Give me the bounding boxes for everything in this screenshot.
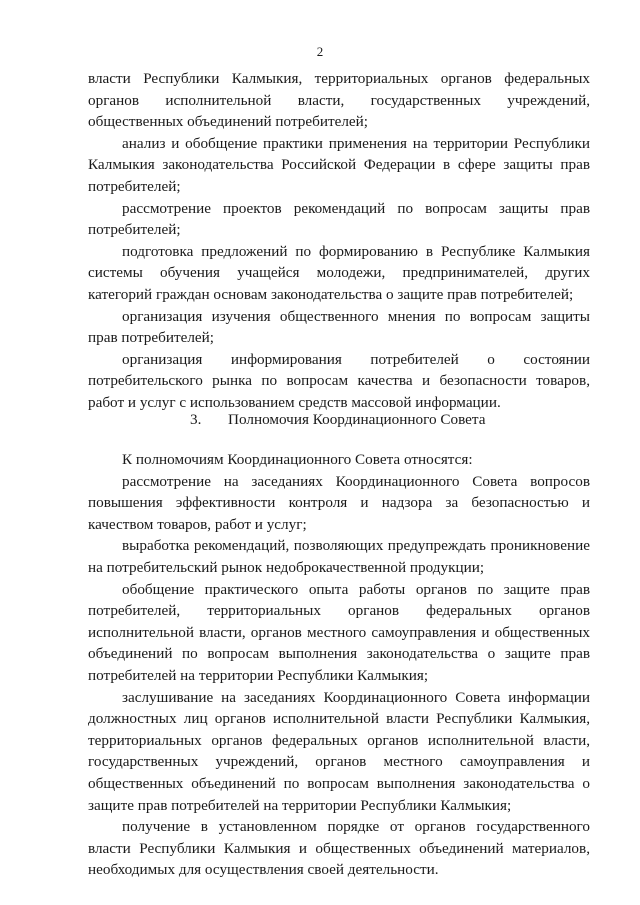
paragraph: подготовка предложений по формированию в Республике Калмыкия системы обучения учащейся молодежи, предпринимателей, других категорий граждан основам законодательства о защите прав потребителей; xyxy=(88,242,590,303)
paragraph: рассмотрение проектов рекомендаций по вопросам защиты прав потребителей; xyxy=(88,199,590,239)
paragraph: заслушивание на заседаниях Координационного Совета информации должностных лиц органов исполнительной власти Республики Калмыкия, территориальных органов федеральных органов исполнительной власти, государственных учреждений, органов местного самоуправления и общественных объединений по вопросам выполнения законодательства о защите прав потребителей на территории Республики Калмыкия; xyxy=(88,688,590,814)
top-text-block xyxy=(88,68,590,414)
paragraph: организация изучения общественного мнения по вопросам защиты прав потребителей; xyxy=(88,307,590,347)
paragraph: анализ и обобщение практики применения на территории Республики Калмыкия законодательства Российской Федерации в сфере защиты прав потребителей; xyxy=(88,134,590,195)
section-number: 3. xyxy=(190,411,202,428)
section-title: Полномочия Координационного Совета xyxy=(228,411,486,428)
paragraph: рассмотрение на заседаниях Координационного Совета вопросов повышения эффективности контроля и надзора за безопасностью и качеством товаров, работ и услуг; xyxy=(88,472,590,533)
paragraph: обобщение практического опыта работы органов по защите прав потребителей, территориальных органов федеральных органов исполнительной власти, органов местного самоуправления и общественных объединений по вопросам выполнения законодательства о защите прав потребителей на территории Республики Калмыкия; xyxy=(88,580,590,684)
paragraph: К полномочиям Координационного Совета относятся: xyxy=(122,451,473,468)
paragraph: получение в установленном порядке от органов государственного власти Республики Калмыкия и общественных объединений материалов, необходимых для осуществления своей деятельности. xyxy=(88,818,590,879)
paragraph: организация информирования потребителей о состоянии потребительского рынка по вопросам качества и безопасности товаров, работ и услуг с использованием средств массовой информации. xyxy=(88,350,590,411)
paragraph: власти Республики Калмыкия, территориальных органов федеральных органов исполнительной власти, государственных учреждений, общественных объединений потребителей; xyxy=(88,70,590,131)
bottom-text-block xyxy=(88,449,590,881)
page-number: 2 xyxy=(316,44,324,59)
paragraph: выработка рекомендаций, позволяющих предупреждать проникновение на потребительский рынок недоброкачественной продукции; xyxy=(88,537,590,576)
